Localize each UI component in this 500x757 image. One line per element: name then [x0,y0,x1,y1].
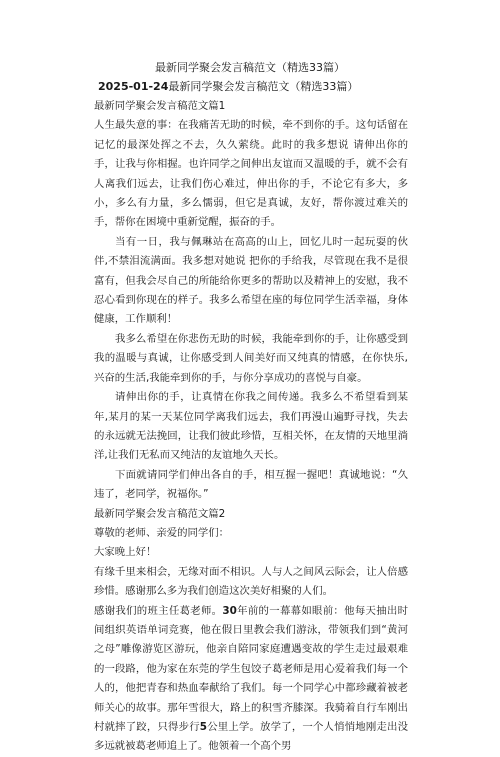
section-heading: 最新同学聚会发言稿范文篇2 [94,507,226,520]
paragraph: 人生最失意的事：在我痛苦无助的时候，牵不到你的手。这句话留在记忆的最深处挥之不去，久久萦绕。此时的我多想说 请伸出你的手，让我与你相握。也许同学之间伸出友谊而又温暖的手，就不会有人离我们远去，让我们伤心难过，伸出你的手，不论它有多大，多小，多么有力量，多么懦弱，但它是真诚，友好，帮你渡过难关的手，帮你在困境中重新觉醒，振奋的手。 [94,119,408,229]
paragraph: 有缘千里来相会，无缘对面不相识。人与人之间风云际会，让人倍感珍惜。感谢那么多为我们创造这次美好相聚的人们。 [94,565,408,598]
paragraph: 请伸出你的手，让真情在你我之间传递。我多么不希望看到某年,某月的某一天某位同学离我们远去，我们再漫山遍野寻找，失去的永远就无法挽回，让我们彼此珍惜，互相关怀，在友情的天地里淌洋,让我们无私而又纯洁的友谊地久天长。 [94,391,408,462]
paragraph: 当有一日，我与佩琳站在高高的山上，回忆儿时一起玩耍的伙伴,不禁泪流满面。我多想对她说 把你的手给我，尽管现在我不是很富有，但我会尽自己的所能给你更多的帮助以及精神上的安慰，我不忍心看到你现在的样子。我多么希望在座的每位同学生活幸福，身体健康，工作顺利！ [94,235,408,326]
paragraph-text: 年前的一幕幕如眼前：他每天抽出时间组织英语单词竞赛，他在假日里教会我们游泳，带领我们到“黄河之母”雕像游览区游玩，他亲自陪同家庭遭遇变故的学生走过最艰难的一段路，他为家在东莞的学生包饺子葛老师是用心爱着我们每一个人的，他把青春和热血奉献给了我们。每一个同学心中都珍藏着被老师关心的故事。那年雪很大，路上的积雪齐膝深。我骑着自行车刚出村就摔了跤，只得步行 [94,604,409,733]
document-body [94,97,408,757]
paragraph: 下面就请同学们伸出各自的手，相互握一握吧！真诚地说：“久违了，老同学，祝福你。” [94,468,408,501]
greeting: 大家晚上好！ [94,546,157,559]
paragraph-number: 30 [222,604,237,617]
document-subtitle [98,79,500,95]
document-title: 最新同学聚会发言稿范文（精选33篇） [155,61,345,74]
paragraph-text: 公里上学。放学了，一个人悄悄地刚走出没多远就被葛老师追上了。他领着一个高个男 [94,721,408,753]
paragraph-text: 感谢我们的班主任葛老师。 [94,604,223,617]
paragraph: 我多么希望在你悲伤无助的时候，我能牵到你的手，让你感受到我的温暖与真诚，让你感受到人间美好而又纯真的情感，在你快乐,兴奋的生活,我能牵到你的手，与你分享成功的喜悦与自豪。 [94,332,408,384]
subtitle-date: 2025-01-24 [98,80,169,93]
paragraph-number: 5 [199,721,208,733]
paragraph [94,602,408,757]
salutation: 尊敬的老师、亲爱的同学们： [94,526,230,539]
section-heading: 最新同学聚会发言稿范文篇1 [94,100,226,112]
subtitle-text: 最新同学聚会发言稿范文（精选33篇） [168,80,359,93]
